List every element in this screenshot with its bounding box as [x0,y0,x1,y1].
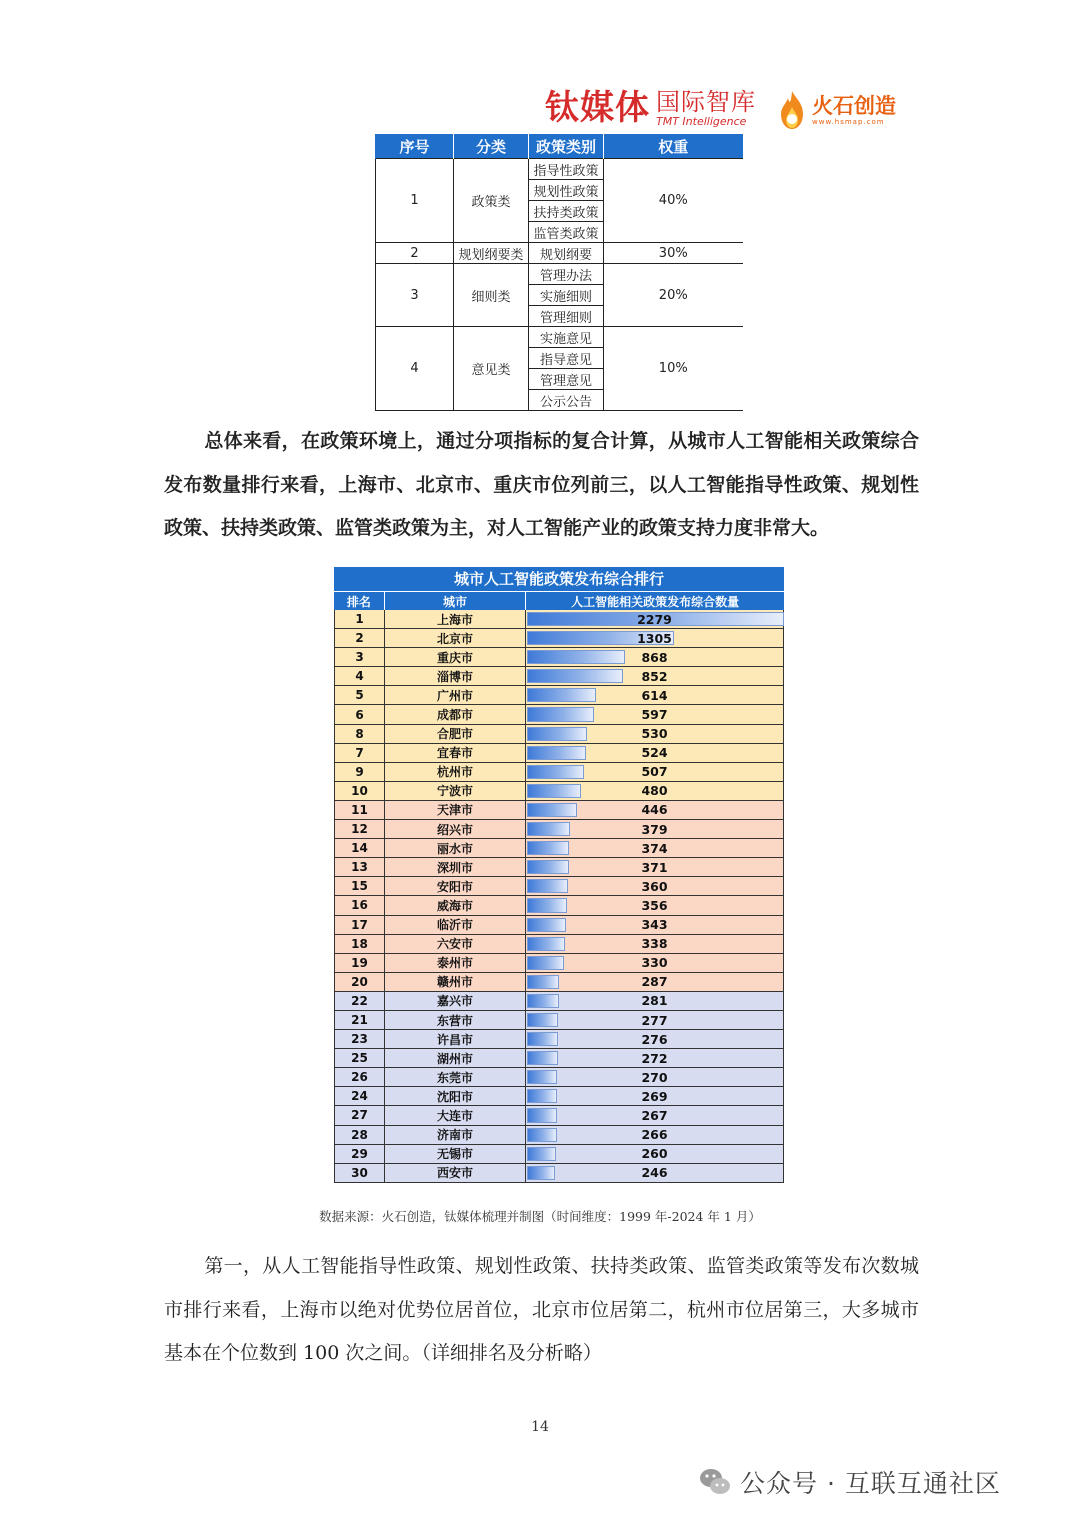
header-cell: 序号 [376,134,454,159]
group-weight: 10% [604,327,743,411]
value-cell [525,896,784,915]
value-cell [525,629,784,648]
value-cell [525,992,784,1011]
city-cell: 威海市 [384,896,525,915]
city-cell: 许昌市 [384,1030,525,1049]
value-cell [525,1164,784,1183]
wechat-watermark [698,1464,1001,1500]
policy-type: 管理办法 [529,264,604,285]
ranking-row [334,820,784,839]
rank-cell: 21 [334,1011,384,1030]
city-cell: 上海市 [384,610,525,629]
value-label: 597 [641,707,668,723]
ranking-row [334,935,784,954]
city-cell: 杭州市 [384,763,525,782]
group-weight: 40% [604,159,743,243]
policy-type: 规划纲要 [529,243,604,264]
rank-cell: 17 [334,916,384,935]
city-cell: 北京市 [384,629,525,648]
header-cell: 权重 [604,134,743,159]
rank-cell: 9 [334,763,384,782]
value-cell [525,973,784,992]
chart-body [334,610,784,1183]
value-cell [525,916,784,935]
value-cell [525,820,784,839]
city-cell: 合肥市 [384,725,525,744]
value-cell [525,1068,784,1087]
rank-cell: 30 [334,1164,384,1183]
ranking-row [334,705,784,724]
value-cell [525,1030,784,1049]
ranking-row [334,1164,784,1183]
header-cell: 分类 [454,134,529,159]
city-cell: 绍兴市 [384,820,525,839]
city-cell: 湖州市 [384,1049,525,1068]
city-cell: 六安市 [384,935,525,954]
hsmap-url: www.hsmap.com [812,117,885,126]
city-cell: 广州市 [384,686,525,705]
ranking-row [334,648,784,667]
rank-cell: 10 [334,782,384,801]
hsmap-brand: 火石创造 [812,93,896,118]
policy-type: 公示公告 [529,390,604,411]
value-label: 269 [641,1088,668,1104]
tmt-brand: 钛媒体 [545,88,650,128]
value-label: 260 [641,1146,668,1162]
rank-cell: 16 [334,896,384,915]
city-cell: 临沂市 [384,916,525,935]
ranking-row [334,1087,784,1106]
city-ranking-chart [334,567,784,1183]
ranking-row [334,667,784,686]
value-label: 287 [641,974,668,990]
value-label: 530 [641,726,668,742]
rank-cell: 3 [334,648,384,667]
ranking-row [334,992,784,1011]
rank-cell: 25 [334,1049,384,1068]
group-number: 3 [376,264,454,327]
chart-title: 城市人工智能政策发布综合排行 [334,567,784,591]
ranking-row [334,1011,784,1030]
value-label: 266 [641,1127,668,1143]
value-label: 1305 [637,630,672,646]
policy-type: 规划性政策 [529,180,604,201]
tmt-en: TMT Intelligence [656,115,747,128]
value-label: 270 [641,1069,668,1085]
ranking-row [334,916,784,935]
value-label: 330 [641,955,668,971]
value-label: 356 [641,897,668,913]
policy-type: 监管类政策 [529,222,604,243]
data-source-note: 数据来源：火石创造，钛媒体梳理并制图（时间维度：1999 年-2024 年 1 月） [319,1209,761,1224]
rank-cell: 15 [334,877,384,896]
group-weight: 20% [604,264,743,327]
rank-cell: 19 [334,954,384,973]
value-cell [525,686,784,705]
value-cell [525,839,784,858]
group-number: 4 [376,327,454,411]
rank-cell: 14 [334,839,384,858]
rank-cell: 22 [334,992,384,1011]
ranking-row [334,744,784,763]
city-cell: 嘉兴市 [384,992,525,1011]
city-cell: 无锡市 [384,1145,525,1164]
value-cell [525,1126,784,1145]
rank-cell: 1 [334,610,384,629]
value-cell [525,1145,784,1164]
city-cell: 大连市 [384,1106,525,1125]
city-cell: 济南市 [384,1126,525,1145]
first-point-text: 第一，从人工智能指导性政策、规划性政策、扶持类政策、监管类政策等发布次数城市排行来看，上海市以绝对优势位居首位，北京市位居第二，杭州市位居第三，大多城市基本在个位数到 100 次之间。（详细排名及分析略） [164,1255,919,1364]
ranking-row [334,763,784,782]
summary-paragraph [164,420,919,551]
policy-type: 扶持类政策 [529,201,604,222]
value-cell [525,935,784,954]
city-cell: 东营市 [384,1011,525,1030]
policy-type: 管理细则 [529,306,604,327]
value-cell [525,725,784,744]
chart-header [334,591,784,610]
city-cell: 深圳市 [384,858,525,877]
value-label: 507 [641,764,668,780]
rank-cell: 7 [334,744,384,763]
wechat-icon [698,1465,732,1499]
ranking-row [334,1068,784,1087]
rank-cell: 6 [334,705,384,724]
rank-cell: 27 [334,1106,384,1125]
city-cell: 西安市 [384,1164,525,1183]
value-cell [525,610,784,629]
rank-cell: 5 [334,686,384,705]
policy-type: 管理意见 [529,369,604,390]
rank-cell: 18 [334,935,384,954]
policy-type: 指导性政策 [529,159,604,180]
ranking-row [334,686,784,705]
city-cell: 沈阳市 [384,1087,525,1106]
ranking-row [334,896,784,915]
tmt-intelligence-logo [545,88,756,132]
value-cell [525,1106,784,1125]
city-cell: 宜春市 [384,744,525,763]
rank-cell: 2 [334,629,384,648]
value-label: 276 [641,1031,668,1047]
group-number: 1 [376,159,454,243]
value-label: 338 [641,936,668,952]
value-label: 277 [641,1012,668,1028]
value-cell [525,858,784,877]
ranking-row [334,954,784,973]
ranking-row [334,1126,784,1145]
value-label: 272 [641,1050,668,1066]
value-cell [525,1049,784,1068]
first-point-paragraph [164,1245,919,1376]
value-cell [525,744,784,763]
value-label: 360 [641,878,668,894]
rank-cell: 23 [334,1030,384,1049]
tmt-lab: 国际智库 [656,88,756,116]
city-cell: 宁波市 [384,782,525,801]
ranking-row [334,629,784,648]
ranking-row [334,839,784,858]
ranking-row [334,1145,784,1164]
value-cell [525,1011,784,1030]
city-cell: 泰州市 [384,954,525,973]
value-cell [525,801,784,820]
value-cell [525,1087,784,1106]
value-cell [525,877,784,896]
ranking-row [334,1030,784,1049]
group-category: 规划纲要类 [454,243,529,264]
rank-cell: 4 [334,667,384,686]
value-cell [525,954,784,973]
header-cell: 政策类别 [529,134,604,159]
ranking-row [334,973,784,992]
rank-cell: 24 [334,1087,384,1106]
city-cell: 赣州市 [384,973,525,992]
value-label: 524 [641,745,668,761]
col-header-rank: 排名 [346,594,371,609]
group-category: 政策类 [454,159,529,243]
group-category: 意见类 [454,327,529,411]
policy-type: 实施细则 [529,285,604,306]
value-label: 267 [641,1107,668,1123]
page-number: 14 [531,1419,549,1435]
city-cell: 淄博市 [384,667,525,686]
value-label: 343 [641,917,668,933]
ranking-row [334,1106,784,1125]
rank-cell: 8 [334,725,384,744]
rank-cell: 29 [334,1145,384,1164]
rank-cell: 13 [334,858,384,877]
policy-weight-table [375,134,743,411]
ranking-row [334,858,784,877]
value-label: 868 [641,649,668,665]
ranking-row [334,725,784,744]
hsmap-logo [776,88,896,132]
ranking-row [334,1049,784,1068]
value-label: 852 [641,668,668,684]
policy-type: 实施意见 [529,327,604,348]
value-label: 614 [641,687,668,703]
value-label: 281 [641,993,668,1009]
city-cell: 丽水市 [384,839,525,858]
value-label: 371 [641,859,668,875]
value-label: 2279 [637,611,672,627]
ranking-row [334,610,784,629]
value-cell [525,648,784,667]
value-label: 379 [641,821,668,837]
value-cell [525,705,784,724]
rank-cell: 20 [334,973,384,992]
city-cell: 成都市 [384,705,525,724]
rank-cell: 12 [334,820,384,839]
value-label: 246 [641,1165,668,1181]
city-cell: 东莞市 [384,1068,525,1087]
group-category: 细则类 [454,264,529,327]
ranking-row [334,877,784,896]
ranking-row [334,801,784,820]
flame-icon [776,89,808,131]
group-weight: 30% [604,243,743,264]
city-cell: 重庆市 [384,648,525,667]
rank-cell: 11 [334,801,384,820]
value-cell [525,763,784,782]
value-label: 446 [641,802,668,818]
summary-text: 总体来看，在政策环境上，通过分项指标的复合计算，从城市人工智能相关政策综合发布数量排行来看，上海市、北京市、重庆市位列前三，以人工智能指导性政策、规划性政策、扶持类政策、监管类政策为主，对人工智能产业的政策支持力度非常大。 [164,430,919,539]
policy-type: 指导意见 [529,348,604,369]
value-label: 480 [641,783,668,799]
value-cell [525,667,784,686]
rank-cell: 28 [334,1126,384,1145]
group-number: 2 [376,243,454,264]
value-label: 374 [641,840,668,856]
value-cell [525,782,784,801]
watermark-text: 公众号 · 互联互通社区 [740,1469,1001,1498]
city-cell: 安阳市 [384,877,525,896]
col-header-city: 城市 [384,592,525,610]
col-header-value: 人工智能相关政策发布综合数量 [525,592,784,610]
city-cell: 天津市 [384,801,525,820]
ranking-row [334,782,784,801]
rank-cell: 26 [334,1068,384,1087]
